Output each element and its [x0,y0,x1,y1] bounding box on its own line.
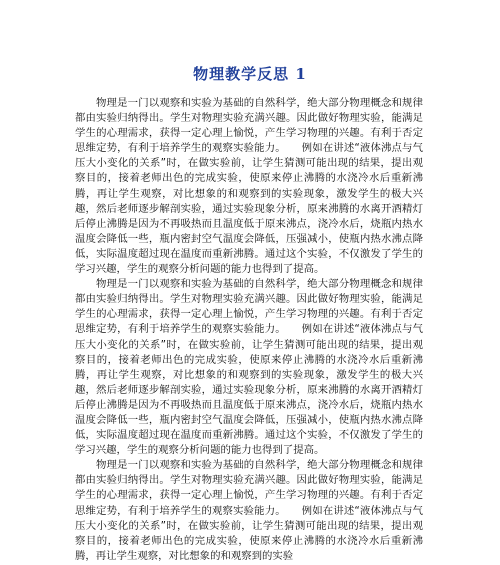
paragraph: 物理是一门以观察和实验为基础的自然科学，绝大部分物理概念和规律都由实验归纳得出。学生对物理实验充满兴趣。因此做好物理实验，能满足学生的心理需求，获得一定心理上愉悦，产生学习物理的兴趣。有利于否定思维定势，有利于培养学生的观察实验能力。 例如在讲述“液体沸点与气压大小变化的关系”时，在做实验前，让学生猜测可能出现的结果，提出观察目的，接着老师出色的完成实验，使原来停止沸腾的水浇冷水后重新沸腾，再让学生观察，对比想象的和观察到的实验现象，激发学生的极大兴趣，然后老师逐步解剖实验，通过实验现象分析，原来沸腾的水离开酒精灯后停止沸腾是因为不再吸热而且温度低于原来沸点，浇冷水后，烧瓶内热水温度会降低一些，瓶内密封空气温度会降低，压强减小，使瓶内热水沸点降低，实际温度超过现在温度而重新沸腾。通过这个实验，不仅激发了学生的学习兴趣，学生的观察分析问题的能力也得到了提高。 [75,97,423,276]
document-body [75,96,423,564]
paragraph: 物理是一门以观察和实验为基础的自然科学，绝大部分物理概念和规律都由实验归纳得出。学生对物理实验充满兴趣。因此做好物理实验，能满足学生的心理需求，获得一定心理上愉悦，产生学习物理的兴趣。有利于否定思维定势，有利于培养学生的观察实验能力。 例如在讲述“液体沸点与气压大小变化的关系”时，在做实验前，让学生猜测可能出现的结果，提出观察目的，接着老师出色的完成实验，使原来停止沸腾的水浇冷水后重新沸腾，再让学生观察，对比想象的和观察到的实验现象，激发学生的极大兴趣，然后老师逐步解剖实验，通过实验现象分析，原来沸腾的水离开酒精灯后停止沸腾是因为不再吸热而且温度低于原来沸点，浇冷水后，烧瓶内热水温度会降低一些，瓶内密封空气温度会降低，压强减小，使瓶内热水沸点降低，实际温度超过现在温度而重新沸腾。通过这个实验，不仅激发了学生的学习兴趣，学生的观察分析问题的能力也得到了提高。 [75,278,423,457]
document-title: 物理教学反思 1 [193,65,307,83]
paragraph: 物理是一门以观察和实验为基础的自然科学，绝大部分物理概念和规律都由实验归纳得出。学生对物理实验充满兴趣。因此做好物理实验，能满足学生的心理需求，获得一定心理上愉悦，产生学习物理的兴趣。有利于否定思维定势，有利于培养学生的观察实验能力。 例如在讲述“液体沸点与气压大小变化的关系”时，在做实验前，让学生猜测可能出现的结果，提出观察目的，接着老师出色的完成实验，使原来停止沸腾的水浇冷水后重新沸腾，再让学生观察，对比想象的和观察到的实验 [75,459,423,562]
